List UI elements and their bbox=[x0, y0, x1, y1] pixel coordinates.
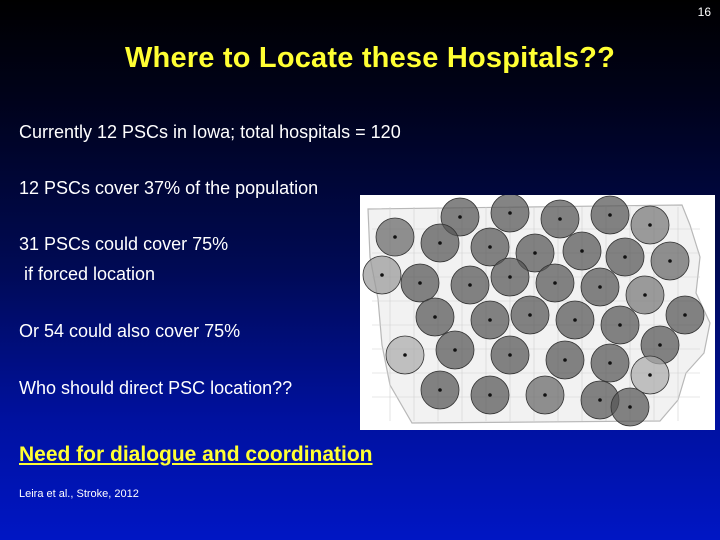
bullet-who-direct: Who should direct PSC location?? bbox=[19, 378, 293, 398]
hospital-marker bbox=[558, 217, 562, 221]
hospital-marker bbox=[403, 353, 407, 357]
hospital-marker bbox=[608, 213, 612, 217]
hospital-marker bbox=[393, 235, 397, 239]
hospital-marker bbox=[468, 283, 472, 287]
hospital-marker bbox=[508, 275, 512, 279]
hospital-marker bbox=[628, 405, 632, 409]
hospital-marker bbox=[438, 241, 442, 245]
hospital-marker bbox=[553, 281, 557, 285]
slide-title: Where to Locate these Hospitals?? bbox=[124, 42, 615, 74]
bullet-54-pscs: Or 54 could also cover 75% bbox=[19, 321, 241, 341]
hospital-marker bbox=[528, 313, 532, 317]
hospital-marker bbox=[598, 285, 602, 289]
bullet-coverage-37: 12 PSCs cover 37% of the population bbox=[19, 178, 319, 198]
callout-dialogue: Need for dialogue and coordination bbox=[19, 443, 373, 466]
hospital-marker bbox=[648, 223, 652, 227]
slide-number: 16 bbox=[697, 5, 711, 19]
hospital-marker bbox=[580, 249, 584, 253]
bullet-31-pscs: 31 PSCs could cover 75% bbox=[19, 234, 229, 254]
hospital-marker bbox=[488, 318, 492, 322]
hospital-marker bbox=[573, 318, 577, 322]
citation: Leira et al., Stroke, 2012 bbox=[19, 488, 139, 500]
hospital-marker bbox=[623, 255, 627, 259]
hospital-marker bbox=[643, 293, 647, 297]
hospital-marker bbox=[608, 361, 612, 365]
hospital-marker bbox=[543, 393, 547, 397]
hospital-marker bbox=[488, 245, 492, 249]
hospital-marker bbox=[668, 259, 672, 263]
hospital-marker bbox=[658, 343, 662, 347]
hospital-marker bbox=[598, 398, 602, 402]
iowa-coverage-map bbox=[360, 195, 715, 430]
bullet-current-pscs: Currently 12 PSCs in Iowa; total hospitals = 120 bbox=[19, 122, 401, 142]
hospital-marker bbox=[508, 353, 512, 357]
hospital-marker bbox=[488, 393, 492, 397]
hospital-marker bbox=[453, 348, 457, 352]
hospital-marker bbox=[648, 373, 652, 377]
bullet-forced-location: if forced location bbox=[19, 264, 156, 284]
hospital-marker bbox=[618, 323, 622, 327]
hospital-marker bbox=[433, 315, 437, 319]
hospital-marker bbox=[418, 281, 422, 285]
hospital-marker bbox=[533, 251, 537, 255]
hospital-marker bbox=[380, 273, 384, 277]
hospital-marker bbox=[683, 313, 687, 317]
hospital-marker bbox=[438, 388, 442, 392]
hospital-marker bbox=[458, 215, 462, 219]
hospital-marker bbox=[563, 358, 567, 362]
map-icon bbox=[360, 195, 715, 430]
hospital-marker bbox=[508, 211, 512, 215]
